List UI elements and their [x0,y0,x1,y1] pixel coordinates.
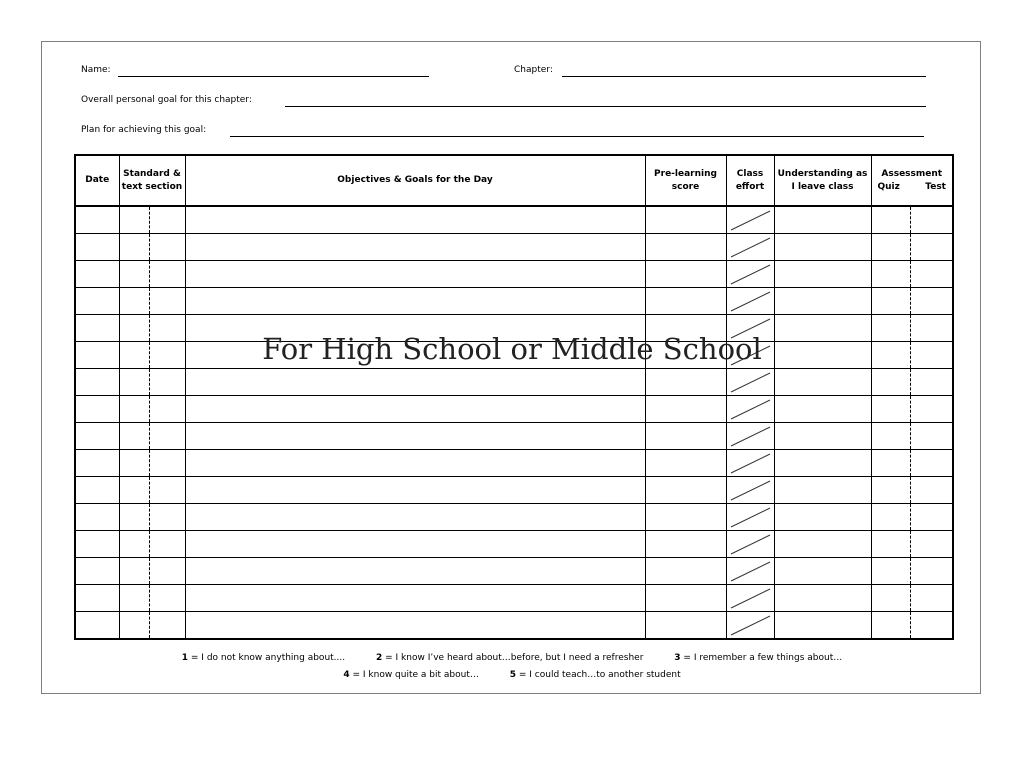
understanding-cell[interactable] [774,234,871,261]
legend-1-text: = I do not know anything about.... [190,653,346,663]
name-field-line[interactable] [118,76,429,77]
understanding-cell[interactable] [774,342,871,369]
assessment-header [871,155,953,206]
prelearning-cell[interactable] [645,261,726,288]
plan-field-line[interactable] [230,136,924,137]
assessment-cell[interactable] [871,396,953,423]
objectives-cell[interactable] [185,315,645,342]
legend-1-num: 1 [181,653,189,663]
objectives-cell[interactable] [185,261,645,288]
standard-cell[interactable] [119,585,185,612]
assessment-cell[interactable] [871,342,953,369]
assessment-cell[interactable] [871,612,953,640]
table-row [75,612,953,640]
effort-cell[interactable] [726,450,774,477]
effort-slash-icon [727,396,773,422]
test-label: Test [925,181,946,192]
standard-cell[interactable] [119,531,185,558]
watermark-text: For High School or Middle School [262,332,762,366]
assessment-cell[interactable] [871,315,953,342]
date-cell[interactable] [75,531,119,558]
understanding-cell[interactable] [774,612,871,640]
prelearning-cell[interactable] [645,531,726,558]
assessment-cell[interactable] [871,450,953,477]
standard-cell[interactable] [119,206,185,234]
table-row [75,261,953,288]
prelearning-cell[interactable] [645,477,726,504]
date-cell[interactable] [75,369,119,396]
date-cell[interactable] [75,558,119,585]
table-row [75,234,953,261]
effort-cell[interactable] [726,369,774,396]
assessment-cell[interactable] [871,234,953,261]
table-row [75,369,953,396]
effort-cell[interactable] [726,396,774,423]
date-cell[interactable] [75,396,119,423]
effort-slash-icon [727,558,773,584]
objectives-cell[interactable] [185,342,645,369]
standard-cell[interactable] [119,450,185,477]
understanding-cell[interactable] [774,558,871,585]
prelearning-cell[interactable] [645,558,726,585]
assessment-cell[interactable] [871,504,953,531]
prelearning-cell[interactable] [645,234,726,261]
effort-cell[interactable] [726,261,774,288]
understanding-header: Understanding as I leave class [774,155,871,206]
date-cell[interactable] [75,261,119,288]
table-row [75,423,953,450]
objectives-cell[interactable] [185,396,645,423]
assessment-cell[interactable] [871,206,953,234]
assessment-cell[interactable] [871,477,953,504]
plan-label: Plan for achieving this goal: [81,125,207,135]
prelearning-cell[interactable] [645,288,726,315]
effort-cell[interactable] [726,558,774,585]
effort-slash-icon [727,207,773,233]
objectives-cell[interactable] [185,423,645,450]
assessment-cell[interactable] [871,423,953,450]
objectives-cell[interactable] [185,504,645,531]
effort-header: Class effort [726,155,774,206]
legend-5-text: = I could teach…to another student [518,670,681,680]
prelearning-cell[interactable] [645,342,726,369]
date-header: Date [75,155,119,206]
table-row [75,206,953,234]
objectives-header: Objectives & Goals for the Day [185,155,645,206]
table-row [75,477,953,504]
objectives-cell[interactable] [185,288,645,315]
effort-slash-icon [727,342,773,368]
legend-line-2 [0,670,1024,680]
effort-slash-icon [727,261,773,287]
prelearning-cell[interactable] [645,450,726,477]
date-cell[interactable] [75,450,119,477]
goal-label: Overall personal goal for this chapter: [81,95,252,105]
table-row [75,450,953,477]
understanding-cell[interactable] [774,585,871,612]
assessment-cell[interactable] [871,585,953,612]
objectives-cell[interactable] [185,369,645,396]
legend-2-text: = I know I’ve heard about…before, but I need a refresher [385,653,644,663]
effort-cell[interactable] [726,423,774,450]
assessment-cell[interactable] [871,558,953,585]
name-label: Name: [81,65,111,75]
table-row [75,342,953,369]
understanding-cell[interactable] [774,369,871,396]
date-cell[interactable] [75,585,119,612]
effort-cell[interactable] [726,288,774,315]
legend-2-num: 2 [376,653,383,663]
objectives-cell[interactable] [185,531,645,558]
date-cell[interactable] [75,477,119,504]
legend-4-num: 4 [343,670,350,680]
effort-cell[interactable] [726,585,774,612]
effort-cell[interactable] [726,504,774,531]
assessment-cell[interactable] [871,261,953,288]
date-cell[interactable] [75,423,119,450]
objectives-cell[interactable] [185,234,645,261]
table-row [75,531,953,558]
assessment-cell[interactable] [871,369,953,396]
date-cell[interactable] [75,234,119,261]
standard-header: Standard & text section [119,155,185,206]
chapter-label: Chapter: [514,65,553,75]
effort-cell[interactable] [726,315,774,342]
objectives-cell[interactable] [185,206,645,234]
table-row [75,558,953,585]
understanding-cell[interactable] [774,396,871,423]
understanding-cell[interactable] [774,504,871,531]
effort-slash-icon [727,369,773,395]
objectives-cell[interactable] [185,477,645,504]
understanding-cell[interactable] [774,423,871,450]
effort-slash-icon [727,585,773,611]
effort-cell[interactable] [726,477,774,504]
standard-cell[interactable] [119,558,185,585]
effort-slash-icon [727,234,773,260]
standard-cell[interactable] [119,342,185,369]
prelearning-cell[interactable] [645,585,726,612]
objectives-cell[interactable] [185,612,645,640]
date-cell[interactable] [75,504,119,531]
effort-cell[interactable] [726,612,774,640]
legend-4-text: = I know quite a bit about… [352,670,479,680]
standard-cell[interactable] [119,477,185,504]
effort-slash-icon [727,504,773,530]
date-cell[interactable] [75,206,119,234]
effort-slash-icon [727,531,773,557]
objectives-cell[interactable] [185,558,645,585]
effort-cell[interactable] [726,531,774,558]
understanding-cell[interactable] [774,315,871,342]
effort-cell[interactable] [726,342,774,369]
assessment-cell[interactable] [871,288,953,315]
prelearning-cell[interactable] [645,423,726,450]
standard-cell[interactable] [119,315,185,342]
standard-cell[interactable] [119,369,185,396]
assessment-cell[interactable] [871,531,953,558]
prelearning-header: Pre-learning score [645,155,726,206]
legend-line-1 [0,653,1024,663]
standard-cell[interactable] [119,288,185,315]
effort-slash-icon [727,450,773,476]
prelearning-cell[interactable] [645,369,726,396]
table-row [75,315,953,342]
legend-5-num: 5 [509,670,516,680]
effort-slash-icon [727,477,773,503]
table-row [75,585,953,612]
assessment-label: Assessment [881,168,943,179]
standard-cell[interactable] [119,396,185,423]
date-cell[interactable] [75,288,119,315]
daily-log-table [74,154,954,640]
effort-slash-icon [727,612,773,638]
effort-cell[interactable] [726,206,774,234]
objectives-cell[interactable] [185,450,645,477]
table-row [75,288,953,315]
understanding-cell[interactable] [774,261,871,288]
prelearning-cell[interactable] [645,315,726,342]
date-cell[interactable] [75,612,119,640]
effort-slash-icon [727,288,773,314]
prelearning-cell[interactable] [645,504,726,531]
prelearning-cell[interactable] [645,612,726,640]
quiz-label: Quiz [877,181,900,192]
legend-3-text: = I remember a few things about… [683,653,843,663]
standard-cell[interactable] [119,261,185,288]
objectives-cell[interactable] [185,585,645,612]
understanding-cell[interactable] [774,477,871,504]
standard-cell[interactable] [119,612,185,640]
standard-cell[interactable] [119,234,185,261]
effort-cell[interactable] [726,234,774,261]
goal-field-line[interactable] [285,106,926,107]
effort-slash-icon [727,423,773,449]
prelearning-cell[interactable] [645,396,726,423]
chapter-field-line[interactable] [562,76,926,77]
table-row [75,396,953,423]
date-cell[interactable] [75,315,119,342]
standard-cell[interactable] [119,504,185,531]
understanding-cell[interactable] [774,206,871,234]
understanding-cell[interactable] [774,531,871,558]
table-row [75,504,953,531]
effort-slash-icon [727,315,773,341]
understanding-cell[interactable] [774,288,871,315]
understanding-cell[interactable] [774,450,871,477]
legend-3-num: 3 [674,653,681,663]
prelearning-cell[interactable] [645,206,726,234]
standard-cell[interactable] [119,423,185,450]
date-cell[interactable] [75,342,119,369]
